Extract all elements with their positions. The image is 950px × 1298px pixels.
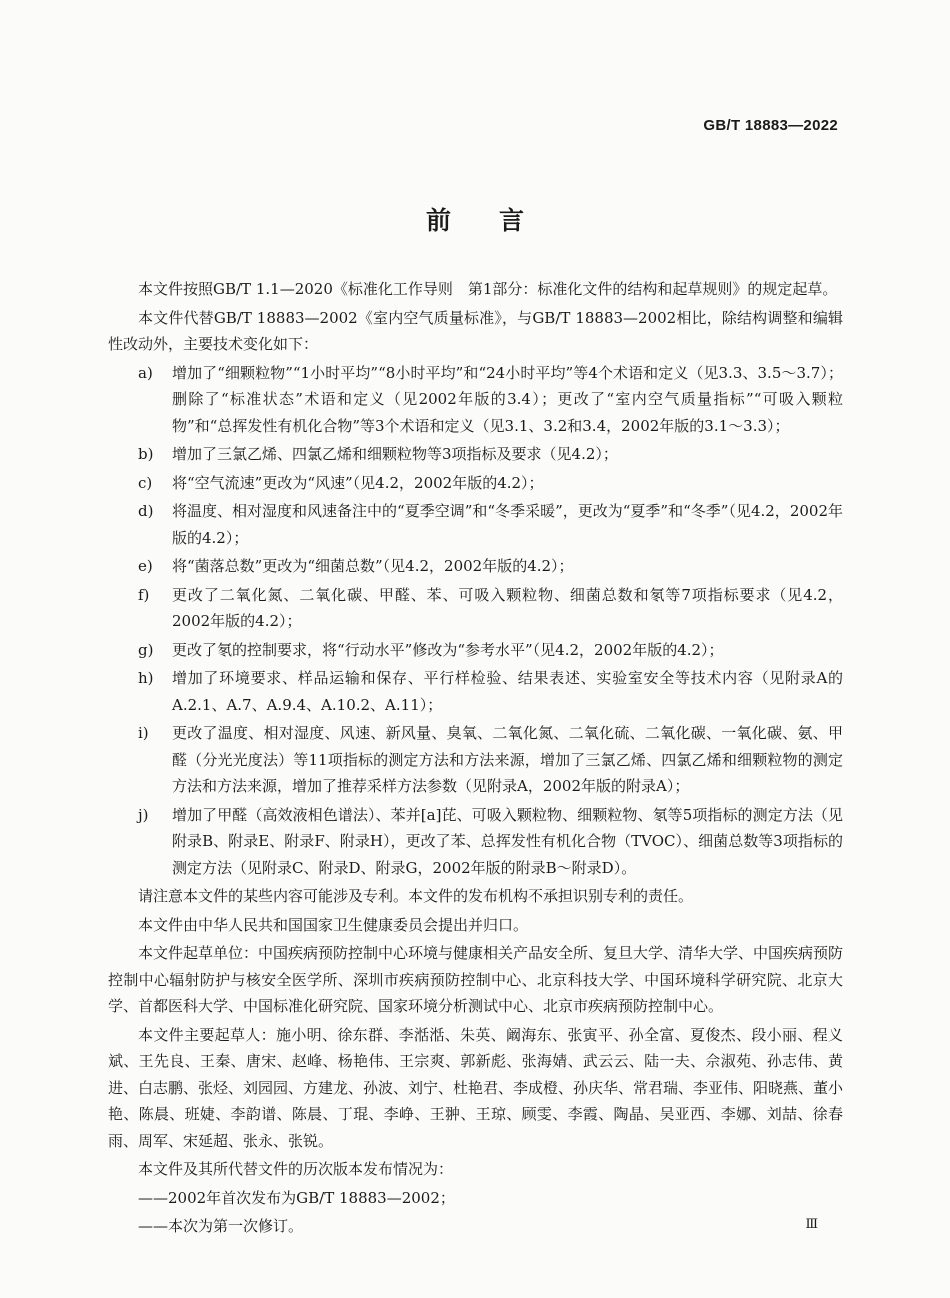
- list-item-text: 增加了“细颗粒物”“1小时平均”“8小时平均”和“24小时平均”等4个术语和定义（见3.3、3.5～3.7）；删除了“标准状态”术语和定义（见2002年版的3.4）；更改了“室内空气质量指标”“可吸入颗粒物”和“总挥发性有机化合物”等3个术语和定义（见3.1、3.2和3.4，2002年版的3.1～3.3）；: [172, 363, 843, 435]
- intro-paragraph: 本文件代替GB/T 18883—2002《室内空气质量标准》，与GB/T 18883—2002相比，除结构调整和编辑性改动外，主要技术变化如下：: [108, 308, 843, 353]
- drafting-persons: 本文件主要起草人：施小明、徐东群、李湉湉、朱英、阚海东、张寅平、孙全富、夏俊杰、段小丽、程义斌、王先良、王秦、唐宋、赵峰、杨艳伟、王宗爽、郭新彪、张海婧、武云云、陆一夫、佘淑苑、孙志伟、黄进、白志鹏、张烃、刘园园、方建龙、孙波、刘宁、杜艳君、李成橙、孙庆华、常君瑞、李亚伟、阳晓燕、董小艳、陈晨、班婕、李韵谱、陈晨、丁琨、李峥、王翀、王琼、顾雯、李霞、陶晶、吴亚西、李娜、刘喆、徐春雨、周军、宋延超、张永、张锐。: [108, 1025, 844, 1150]
- list-item-label: e): [138, 557, 153, 575]
- list-item: [108, 720, 843, 800]
- technical-changes-list: [108, 360, 843, 882]
- list-item-label: f): [138, 585, 150, 604]
- list-item-text: 增加了甲醛（高效液相色谱法）、苯并[a]芘、可吸入颗粒物、细颗粒物、氡等5项指标的测定方法（见附录B、附录E、附录F、附录H），更改了苯、总挥发性有机化合物（TVOC）、细菌总数等3项指标的测定方法（见附录C、附录D、附录G，2002年版的附录B～附录D）。: [172, 805, 843, 877]
- history-heading: 本文件及其所代替文件的历次版本发布情况为：: [138, 1160, 454, 1178]
- list-item-text: 将温度、相对湿度和风速备注中的“夏季空调”和“冬季采暖”，更改为“夏季”和“冬季”（见4.2，2002年版的4.2）；: [172, 502, 843, 547]
- list-item: [108, 637, 843, 664]
- list-item: [108, 470, 843, 497]
- list-item-label: b): [138, 445, 154, 463]
- proposer-statement: 本文件由中华人民共和国国家卫生健康委员会提出并归口。: [138, 915, 529, 934]
- page-number: Ⅲ: [805, 1217, 818, 1232]
- list-item-label: g): [138, 640, 154, 659]
- list-item-text: 增加了环境要求、样品运输和保存、平行样检验、结果表述、实验室安全等技术内容（见附录A的A.2.1、A.7、A.9.4、A.10.2、A.11）；: [172, 669, 843, 714]
- list-item-text: 将“菌落总数”更改为“细菌总数”（见4.2，2002年版的4.2）；: [172, 557, 574, 575]
- list-item: [108, 360, 843, 440]
- patent-notice: 请注意本文件的某些内容可能涉及专利。本文件的发布机构不承担识别专利的责任。: [138, 887, 694, 905]
- list-item-label: c): [138, 473, 153, 492]
- list-item-text: 更改了氡的控制要求，将“行动水平”修改为“参考水平”（见4.2，2002年版的4.2）；: [172, 640, 724, 659]
- list-item-text: 更改了二氧化氮、二氧化碳、甲醛、苯、可吸入颗粒物、细菌总数和氡等7项指标要求（见4.2，2002年版的4.2）；: [172, 585, 843, 630]
- history-item: ——2002年首次发布为GB/T 18883—2002；: [138, 1188, 455, 1207]
- drafting-organizations: 本文件起草单位：中国疾病预防控制中心环境与健康相关产品安全所、复旦大学、清华大学、中国疾病预防控制中心辐射防护与核安全医学所、深圳市疾病预防控制中心、北京科技大学、中国环境科学研究院、北京大学、首都医科大学、中国标准化研究院、国家环境分析测试中心、北京市疾病预防控制中心。: [108, 944, 844, 1015]
- list-item: [108, 553, 843, 580]
- list-item: [108, 441, 843, 468]
- list-item-label: a): [138, 363, 153, 382]
- intro-paragraph: 本文件按照GB/T 1.1—2020《标准化工作导则 第1部分：标准化文件的结构和起草规则》的规定起草。: [138, 280, 838, 298]
- list-item-text: 将“空气流速”更改为“风速”（见4.2，2002年版的4.2）；: [172, 473, 544, 492]
- list-item-label: i): [138, 724, 149, 742]
- page-title: 前言: [425, 206, 572, 235]
- history-item: ——本次为第一次修订。: [138, 1217, 304, 1235]
- list-item-text: 更改了温度、相对湿度、风速、新风量、臭氧、二氧化氮、二氧化硫、二氧化碳、一氧化碳、氨、甲醛（分光光度法）等11项指标的测定方法和方法来源，增加了三氯乙烯、四氯乙烯和细颗粒物的测定方法和方法来源，增加了推荐采样方法参数（见附录A，2002年版的附录A）；: [172, 724, 843, 795]
- list-item-label: d): [138, 502, 154, 520]
- list-item-label: h): [138, 669, 154, 687]
- list-item: [108, 498, 843, 551]
- list-item: [108, 582, 843, 635]
- list-item: [108, 665, 843, 718]
- standard-code: GB/T 18883—2022: [703, 117, 838, 134]
- list-item-text: 增加了三氯乙烯、四氯乙烯和细颗粒物等3项指标及要求（见4.2）；: [172, 445, 618, 463]
- list-item: [108, 802, 843, 882]
- list-item-label: j): [138, 805, 149, 824]
- foreword-body: [108, 276, 843, 1242]
